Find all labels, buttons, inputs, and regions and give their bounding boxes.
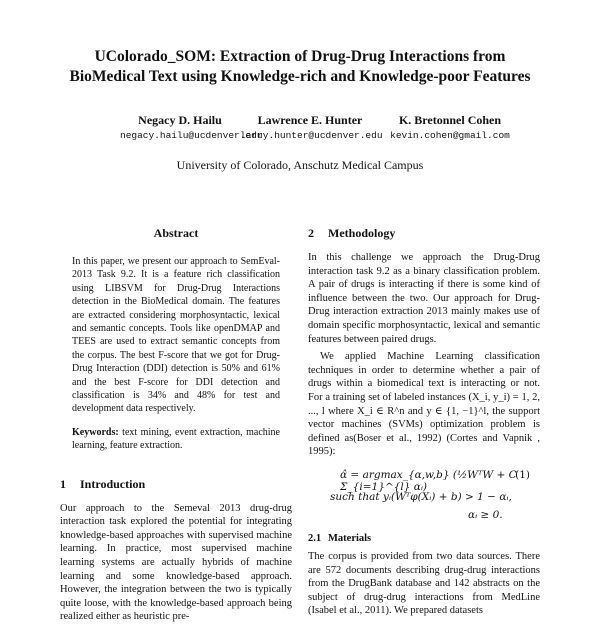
equation-line-2: such that yᵢ(Wᵀφ(Xᵢ) + b) > 1 − αᵢ, — [330, 490, 512, 503]
abstract-heading: Abstract — [153, 226, 199, 240]
subsection-number: 2.1 — [308, 532, 322, 544]
author-1 — [120, 113, 263, 145]
keywords — [60, 426, 292, 453]
author-name: Lawrence E. Hunter — [257, 113, 363, 127]
author-block — [0, 113, 600, 153]
left-column — [60, 222, 292, 623]
abstract-text: In this paper, we present our approach to SemEval-2013 Task 9.2. It is a feature rich classification using LIBSVM for Drug-Drug Interactions detection in the BioMedical domain. The features are extracted considering morphosyntactic, lexical and semantic concepts. Tools like openDMAP and TEES are used to extract semantic concepts from the corpus. The best F-score that we got for Drug-Drug Interaction (DDI) detection is 50% and 61% and the best F-score for DDI detection and classification is 34% and 48% for test and development data respectively. — [72, 256, 280, 415]
methodology-paragraph-2: We applied Machine Learning classification techniques in order to determine whether a pair of drugs within a biomedical text is interacting or not. For a training set of labeled instances (X_i, y_i) = 1, 2, ..., l where X_i ∈ R^n and y ∈ {1, −1}^l, the support vector machines (SVMs) optimization problem is defined as(Boser et al., 1992) (Cortes and Vapnik , 1995): — [308, 351, 540, 458]
author-3 — [385, 113, 515, 145]
subsection-heading-materials — [308, 533, 540, 544]
section-number: 1 — [60, 476, 66, 491]
section-heading-methodology — [308, 226, 540, 241]
author-name: K. Bretonnel Cohen — [398, 113, 502, 127]
materials-text: The corpus is provided from two data sources. There are 572 documents describing drug-drug interactions from the DrugBank database and 142 abstracts on the subject of drug-drug interactions from MedLine (Isabel et al., 2011). We prepared datasets — [308, 550, 540, 617]
subsection-title: Materials — [328, 532, 372, 544]
affiliation: University of Colorado, Anschutz Medical Campus — [176, 158, 424, 172]
section-number: 2 — [308, 226, 314, 240]
equation-number: (1) — [515, 468, 530, 481]
keywords-text: text mining, event extraction, machine learning, feature extraction. — [72, 426, 280, 452]
paper-title: UColorado_SOM: Extraction of Drug-Drug Interactions from BioMedical Text using Knowledge-rich and Knowledge-poor Features — [69, 48, 531, 85]
keywords-label: Keywords: — [72, 426, 119, 438]
author-email: negacy.hailu@ucdenver.edu — [120, 130, 263, 141]
introduction-text: Our approach to the Semeval 2013 drug-drug interaction task explored the potential for integrating knowledge-based approaches with supervised machine learning. In practice, most supervised machine learning systems are actually hybrids of machine learning and some knowledge-based approach. However, the integration between the two is typically quite loose, with the knowledge-based approach being realized either as heuristic pre- — [60, 502, 292, 623]
right-column — [308, 222, 540, 617]
author-email: larry.hunter@ucdenver.edu — [240, 130, 383, 141]
section-title: Methodology — [328, 226, 396, 240]
author-email: kevin.cohen@gmail.com — [390, 130, 510, 141]
methodology-paragraph-1: In this challenge we approach the Drug-Drug interaction task 9.2 as a binary classification problem. A pair of drugs is interacting if there is some kind of influence between the two. Our approach for Drug-Drug interaction extraction 2013 mainly makes use of domain specific morphosyntactic, lexical and semantic features between paired drugs. — [308, 252, 540, 345]
svm-equation — [308, 465, 540, 525]
equation-line-3: αᵢ ≥ 0. — [468, 508, 503, 521]
section-title: Introduction — [80, 476, 146, 491]
section-heading-introduction — [60, 477, 292, 492]
equation-line-1: α̂ = argmax_{α,w,b} (½WᵀW + C Σ_{i=1}^{l} αᵢ) — [340, 468, 517, 493]
author-2 — [240, 113, 383, 145]
author-name: Negacy D. Hailu — [138, 113, 222, 127]
